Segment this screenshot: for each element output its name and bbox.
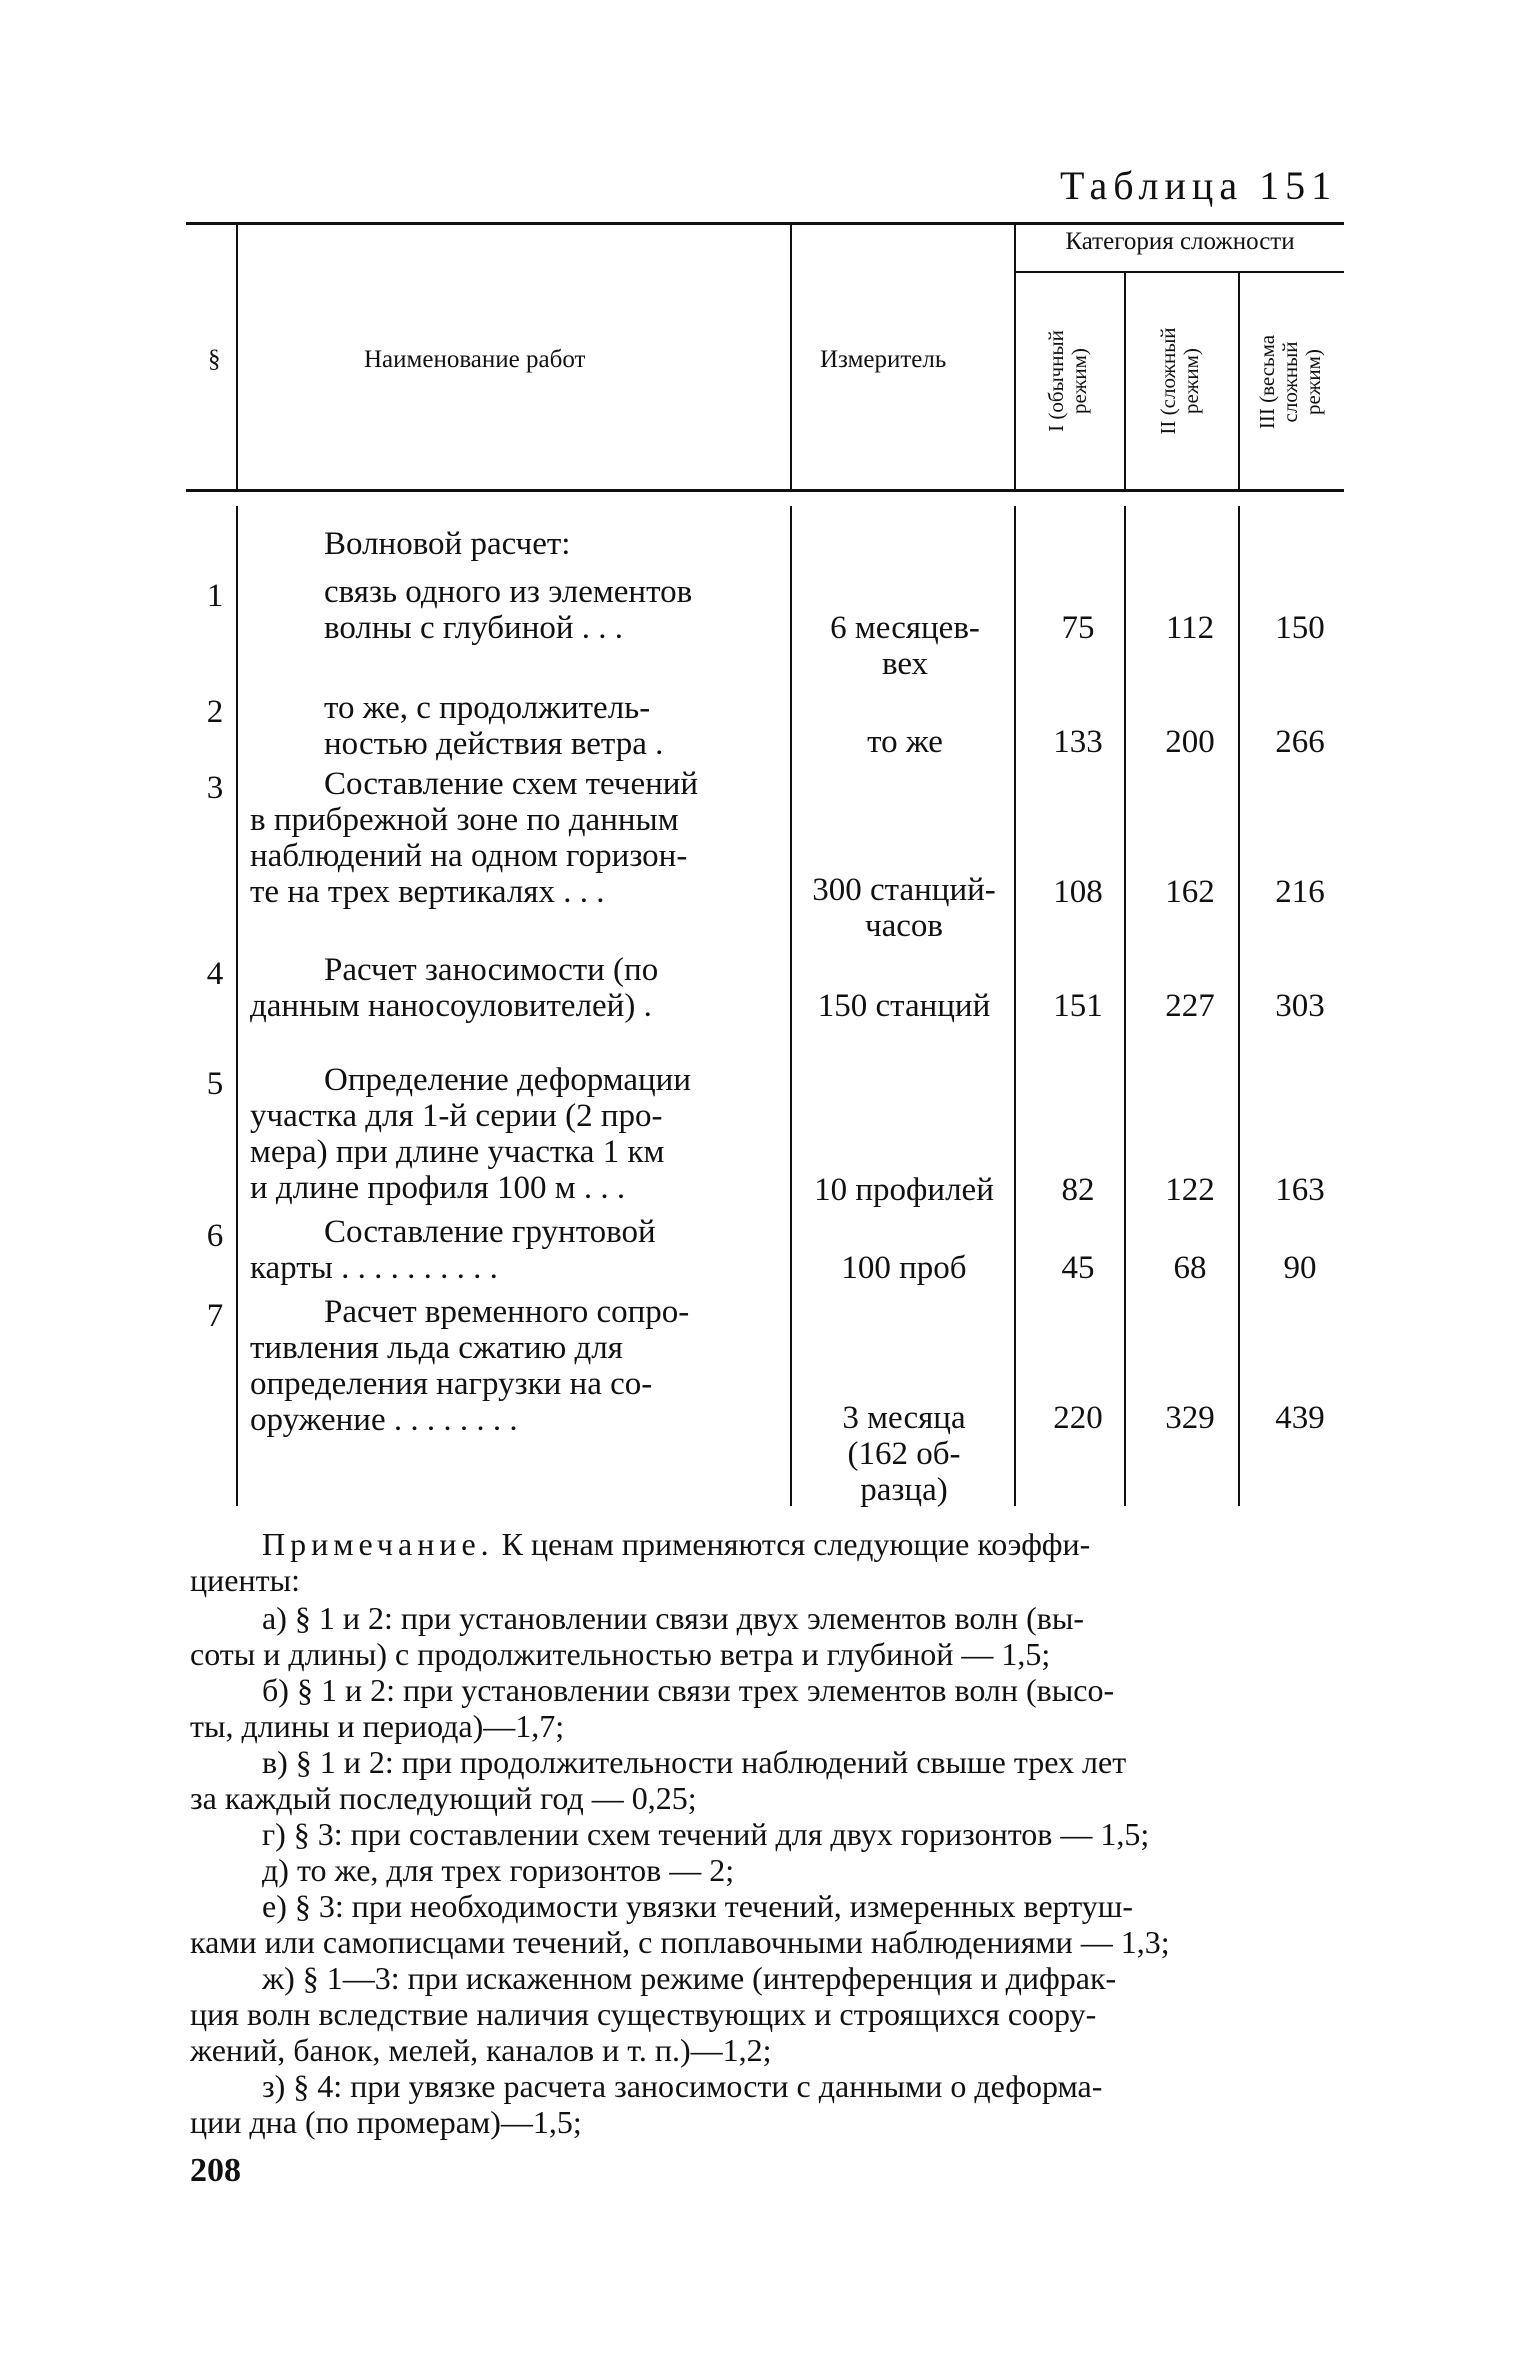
header-unit: Измеритель bbox=[820, 346, 947, 373]
note-intro bbox=[262, 1526, 1090, 1562]
note-line: жений, банок, мелей, каналов и т. п.)—1,2; bbox=[190, 2032, 772, 2068]
note-intro-continuation: циенты: bbox=[190, 1562, 300, 1598]
table-top-rule bbox=[186, 222, 1344, 225]
body-divider bbox=[236, 506, 238, 1506]
wave-calculation-heading: Волновой расчет: bbox=[324, 526, 571, 562]
row-number: 1 bbox=[206, 578, 224, 614]
header-divider bbox=[790, 224, 792, 490]
row-number: 6 bbox=[206, 1218, 224, 1254]
row-unit: 150 станций bbox=[817, 988, 991, 1024]
note-label: Примечание. bbox=[262, 1526, 494, 1562]
note-line: е) § 3: при необходимости увязки течений, измеренных вертуш- bbox=[262, 1888, 1134, 1924]
row-value-category-3: 303 bbox=[1275, 988, 1325, 1024]
row-value-category-1: 220 bbox=[1053, 1400, 1103, 1436]
row-number: 2 bbox=[206, 694, 224, 730]
page-number: 208 bbox=[190, 2152, 241, 2189]
note-intro-text: К ценам применяются следующие коэффи- bbox=[501, 1526, 1091, 1562]
note-line: г) § 3: при составлении схем течений для двух горизонтов — 1,5; bbox=[262, 1816, 1150, 1852]
row-name: Расчет заносимости (по данным наносоуловителей) . bbox=[250, 952, 659, 1024]
row-value-category-2: 122 bbox=[1165, 1172, 1215, 1208]
note-line: б) § 1 и 2: при установлении связи трех элементов волн (высо- bbox=[262, 1672, 1115, 1708]
row-number: 5 bbox=[206, 1066, 224, 1102]
table-caption: Таблица 151 bbox=[1060, 163, 1338, 208]
header-name-of-works: Наименование работ bbox=[364, 346, 586, 373]
row-value-category-1: 108 bbox=[1053, 874, 1103, 910]
row-number: 4 bbox=[206, 956, 224, 992]
row-name: связь одного из элементов волны с глубиной . . . bbox=[324, 574, 693, 646]
note-line: ками или самописцами течений, с поплавочными наблюдениями — 1,3; bbox=[190, 1924, 1170, 1960]
row-unit: 100 проб bbox=[841, 1250, 967, 1286]
row-name: то же, с продолжитель- ностью действия ветра . bbox=[324, 690, 664, 762]
row-value-category-3: 163 bbox=[1275, 1172, 1325, 1208]
row-number: 7 bbox=[206, 1298, 224, 1334]
header-divider bbox=[236, 224, 238, 490]
note-line: з) § 4: при увязке расчета заносимости с данными о деформа- bbox=[262, 2068, 1103, 2104]
row-name: Расчет временного сопро- тивления льда сжатию для определения нагрузки на со- оружение . . . . . . . . bbox=[250, 1294, 690, 1438]
row-value-category-3: 150 bbox=[1275, 610, 1325, 646]
row-value-category-3: 90 bbox=[1283, 1250, 1317, 1286]
header-divider bbox=[1124, 272, 1126, 490]
row-name: Составление схем течений в прибрежной зоне по данным наблюдений на одном горизон- те на трех вертикалях . . . bbox=[250, 766, 699, 910]
row-value-category-1: 82 bbox=[1061, 1172, 1095, 1208]
note-line: ты, длины и периода)—1,7; bbox=[190, 1708, 565, 1744]
header-divider bbox=[1014, 224, 1016, 490]
row-value-category-2: 200 bbox=[1165, 724, 1215, 760]
row-unit: 300 станций- часов bbox=[812, 872, 996, 944]
note-line: за каждый последующий год — 0,25; bbox=[190, 1780, 697, 1816]
header-category-3: III (весьма сложный режим) bbox=[1255, 334, 1325, 430]
body-divider bbox=[1014, 506, 1016, 1506]
note-line: в) § 1 и 2: при продолжительности наблюдений свыше трех лет bbox=[262, 1744, 1127, 1780]
header-section-symbol: § bbox=[208, 346, 221, 373]
body-divider bbox=[790, 506, 792, 1506]
row-value-category-2: 112 bbox=[1165, 610, 1215, 646]
note-line: ции дна (по промерам)—1,5; bbox=[190, 2104, 582, 2140]
note-line: д) то же, для трех горизонтов — 2; bbox=[262, 1852, 735, 1888]
row-number: 3 bbox=[206, 770, 224, 806]
row-value-category-1: 133 bbox=[1053, 724, 1103, 760]
header-divider bbox=[1238, 272, 1240, 490]
row-name: Определение деформации участка для 1-й серии (2 про- мера) при длине участка 1 км и длине профиля 100 м . . . bbox=[250, 1062, 691, 1206]
row-value-category-2: 162 bbox=[1165, 874, 1215, 910]
note-line: а) § 1 и 2: при установлении связи двух элементов волн (вы- bbox=[262, 1600, 1084, 1636]
header-bottom-rule bbox=[186, 489, 1344, 492]
row-unit: 6 месяцев- вех bbox=[830, 610, 980, 682]
row-value-category-3: 439 bbox=[1275, 1400, 1325, 1436]
row-value-category-2: 68 bbox=[1173, 1250, 1207, 1286]
row-value-category-3: 216 bbox=[1275, 874, 1325, 910]
header-category-group: Категория сложности bbox=[1065, 228, 1295, 255]
header-category-1: I (обычный режим) bbox=[1044, 330, 1091, 432]
row-value-category-1: 45 bbox=[1061, 1250, 1095, 1286]
row-value-category-1: 75 bbox=[1061, 610, 1095, 646]
note-line: ция волн вследствие наличия существующих и строящихся соору- bbox=[190, 1996, 1097, 2032]
row-value-category-1: 151 bbox=[1053, 988, 1103, 1024]
category-rule bbox=[1016, 271, 1344, 273]
row-value-category-2: 227 bbox=[1165, 988, 1215, 1024]
row-value-category-3: 266 bbox=[1275, 724, 1325, 760]
note-line: соты и длины) с продолжительностью ветра и глубиной — 1,5; bbox=[190, 1636, 1051, 1672]
row-value-category-2: 329 bbox=[1165, 1400, 1215, 1436]
row-name: Составление грунтовой карты . . . . . . . . . . bbox=[250, 1214, 656, 1286]
header-category-2: II (сложный режим) bbox=[1156, 327, 1203, 435]
row-unit: то же bbox=[867, 724, 943, 760]
row-unit: 3 месяца (162 об- разца) bbox=[842, 1400, 966, 1508]
note-line: ж) § 1—3: при искаженном режиме (интерференция и дифрак- bbox=[262, 1960, 1117, 1996]
row-unit: 10 профилей bbox=[814, 1172, 994, 1208]
